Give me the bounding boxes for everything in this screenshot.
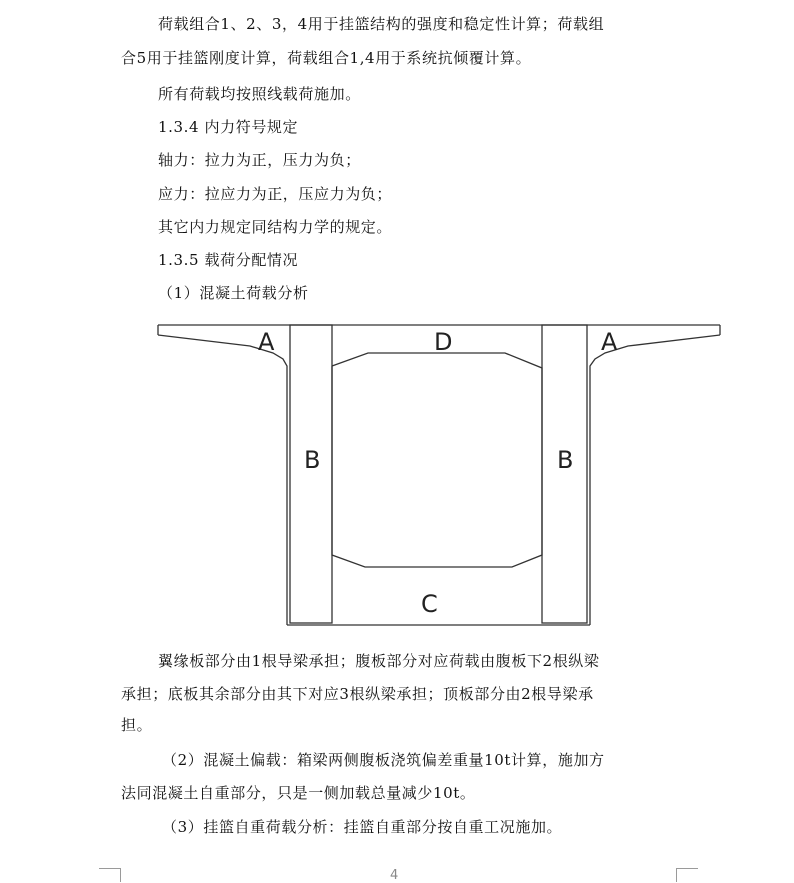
label-a-left: A (258, 328, 275, 356)
paragraph-load-combos-line-1: 荷载组合1、2、3，4用于挂篮结构的强度和稳定性计算；荷载组 (158, 15, 605, 33)
paragraph-distribution-line-3: 担。 (121, 716, 153, 734)
eccentric-load-line-1: （2）混凝土偏载：箱梁两侧腹板浇筑偏差重量10t计算，施加方 (162, 751, 605, 769)
label-a-right: A (601, 328, 618, 356)
inner-cell-outline (332, 353, 542, 567)
other-rule: 其它内力规定同结构力学的规定。 (158, 218, 393, 236)
paragraph-load-combos-line-2: 合5用于挂篮刚度计算，荷载组合1,4用于系统抗倾覆计算。 (121, 49, 532, 67)
right-web-b (542, 325, 587, 623)
stress-rule: 应力：拉应力为正，压应力为负； (158, 185, 393, 203)
crop-mark-left (99, 868, 121, 882)
section-heading-1-3-4: 1.3.4 内力符号规定 (158, 118, 299, 136)
eccentric-load-line-2: 法同混凝土自重部分，只是一侧加载总量减少10t。 (121, 784, 476, 802)
label-b-right: B (557, 446, 574, 474)
left-flange-underside (158, 335, 287, 625)
left-web-b (290, 325, 332, 623)
crop-mark-right (676, 868, 698, 882)
paragraph-distribution-line-2: 承担；底板其余部分由其下对应3根纵梁承担；顶板部分由2根导梁承 (121, 685, 594, 703)
self-weight-load: （3）挂篮自重荷载分析：挂篮自重部分按自重工况施加。 (162, 818, 563, 836)
page-number: 4 (390, 868, 399, 883)
right-flange-underside (590, 335, 720, 625)
section-heading-1-3-5: 1.3.5 载荷分配情况 (158, 251, 299, 269)
label-d: D (434, 328, 453, 356)
axial-force-rule: 轴力：拉力为正，压力为负； (158, 151, 361, 169)
subheading-concrete-load: （1）混凝土荷载分析 (158, 284, 309, 302)
label-b-left: B (304, 446, 321, 474)
paragraph-distribution-line-1: 翼缘板部分由1根导梁承担；腹板部分对应荷载由腹板下2根纵梁 (158, 652, 600, 670)
paragraph-line-load: 所有荷载均按照线载荷施加。 (158, 85, 361, 103)
label-c: C (421, 590, 438, 618)
